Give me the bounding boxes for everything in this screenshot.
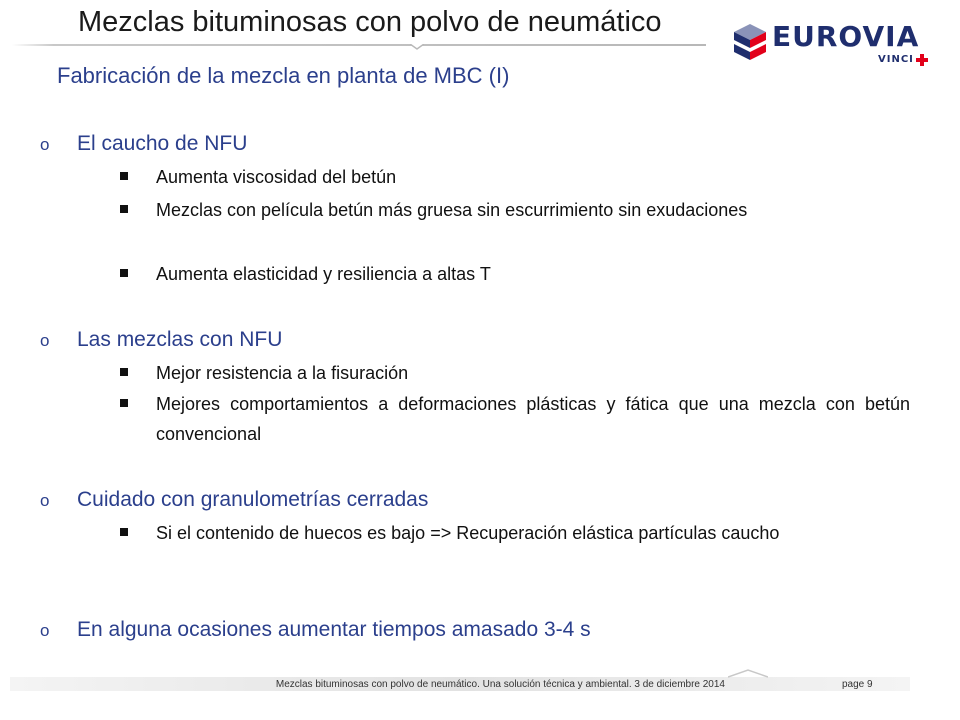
square-bullet-icon	[120, 399, 128, 407]
circle-bullet-icon: o	[40, 135, 50, 154]
list-item: Si el contenido de huecos es bajo => Recuperación elástica partículas caucho	[120, 518, 910, 548]
footer-bar-notch	[728, 668, 768, 680]
title-divider-notch	[410, 44, 424, 50]
footer-caption: Mezclas bituminosas con polvo de neumático. Una solución técnica y ambiental. 3 de diciembre 2014	[275, 679, 725, 690]
list-item: Mejor resistencia a la fisuración	[120, 358, 910, 388]
title-divider	[12, 44, 706, 46]
vinci-logo-text: VINCI	[878, 54, 914, 65]
list-item: Mejores comportamientos a deformaciones plásticas y fática que una mezcla con betún convencional	[120, 389, 910, 449]
eurovia-logo-wordmark: EUROVIA	[772, 20, 920, 53]
eurovia-logo	[730, 14, 930, 74]
circle-bullet-icon: o	[40, 331, 50, 350]
circle-bullet-icon: o	[40, 621, 50, 640]
page-title: Mezclas bituminosas con polvo de neumático	[78, 6, 662, 38]
circle-bullet-icon: o	[40, 491, 50, 510]
slide-subtitle: Fabricación de la mezcla en planta de MBC (I)	[57, 63, 510, 88]
square-bullet-icon	[120, 368, 128, 376]
square-bullet-icon	[120, 528, 128, 536]
list-item: Aumenta elasticidad y resiliencia a altas T	[120, 259, 910, 289]
list-item: Aumenta viscosidad del betún	[120, 162, 910, 192]
square-bullet-icon	[120, 172, 128, 180]
square-bullet-icon	[120, 205, 128, 213]
eurovia-logo-mark	[730, 18, 770, 62]
list-item: Mezclas con película betún más gruesa sin escurrimiento sin exudaciones	[120, 195, 910, 225]
square-bullet-icon	[120, 269, 128, 277]
page-number: page 9	[842, 679, 873, 690]
vinci-plus-icon	[916, 54, 928, 66]
